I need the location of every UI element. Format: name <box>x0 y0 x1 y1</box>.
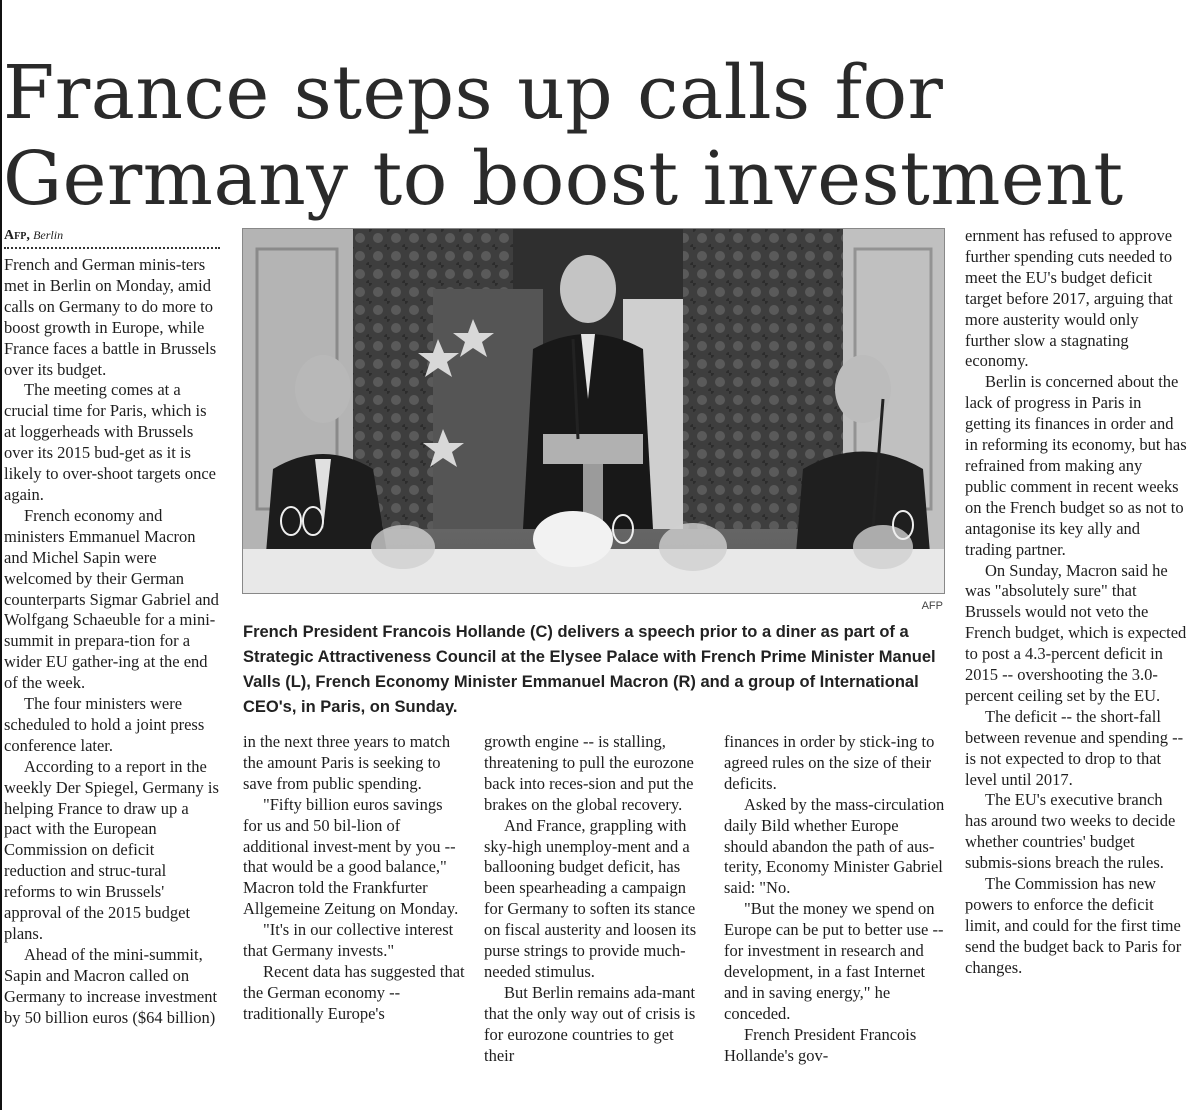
paragraph: ernment has refused to approve further spending cuts needed to meet the EU's budget deficit target before 2017, arguing that more austerity would only further slow a stagnating economy. <box>965 226 1173 371</box>
paragraph: Recent data has suggested that the German economy -- traditionally Europe's <box>243 961 465 1023</box>
column-5 <box>965 226 1187 979</box>
paragraph: French and German minis-ters met in Berlin on Monday, amid calls on Germany to do more to boost growth in Europe, while France faces a battle in Brussels over its budget. <box>4 255 217 379</box>
paragraph: French President Francois Hollande's gov- <box>724 1024 917 1065</box>
photo-illustration <box>243 229 944 593</box>
byline-agency: Afp, <box>4 228 30 243</box>
headline: France steps up calls for Germany to boost investment <box>3 50 1124 222</box>
paragraph: The four ministers were scheduled to hold a joint press conference later. <box>4 694 205 755</box>
paragraph: According to a report in the weekly Der Spiegel, Germany is helping France to draw up a pact with the European Commission on deficit reduction and struc-tural reforms to win Brussels' approval of the 2015 budget plans. <box>4 756 219 943</box>
photo-credit: AFP <box>921 600 943 612</box>
column-4 <box>724 732 946 1067</box>
column-2 <box>243 732 465 1025</box>
paragraph: finances in order by stick-ing to agreed rules on the size of their deficits. <box>724 732 935 793</box>
paragraph: "But the money we spend on Europe can be put to better use -- for investment in research and development, in a fast Internet and in saving energy," he conceded. <box>724 899 944 1023</box>
paragraph: But Berlin remains ada-mant that the only way out of crisis is for eurozone countries to get their <box>484 982 696 1065</box>
paragraph: Berlin is concerned about the lack of progress in Paris in getting its finances in order and in reforming its economy, but has refrained from making any public comment in recent weeks on the French budget so as not to antagonise its key ally and trading partner. <box>965 372 1187 559</box>
byline-divider <box>4 247 220 249</box>
photo-caption: French President Francois Hollande (C) delivers a speech prior to a diner as part of a Strategic Attractiveness Council at the Elysee Palace with French Prime Minister Manuel Valls (L), French Economy Minister Emmanuel Macron (R) and a group of International CEO's, in Paris, on Sunday. <box>243 623 936 716</box>
column-3 <box>484 732 706 1067</box>
column-1 <box>4 226 220 1029</box>
paragraph: The EU's executive branch has around two weeks to decide whether countries' budget submis-sions breach the rules. <box>965 790 1176 873</box>
paragraph: in the next three years to match the amount Paris is seeking to save from public spending. <box>243 732 451 793</box>
byline <box>4 226 220 245</box>
paragraph: French economy and ministers Emmanuel Macron and Michel Sapin were welcomed by their German counterparts Sigmar Gabriel and Wolfgang Schaeuble for a mini-summit in prepara-tion for a wider EU gather-ing at the end of the week. <box>4 505 219 693</box>
paragraph: And France, grappling with sky-high unemploy-ment and a ballooning budget deficit, has been spearheading a campaign for Germany to soften its stance on fiscal austerity and loosen its purse strings to provide much-needed stimulus. <box>484 815 697 981</box>
paragraph: Asked by the mass-circulation daily Bild whether Europe should abandon the path of aus-terity, Economy Minister Gabriel said: "No. <box>724 794 945 898</box>
page-left-rule <box>0 0 2 1110</box>
paragraph: "It's in our collective interest that Germany invests." <box>243 920 454 961</box>
byline-place: Berlin <box>33 228 64 242</box>
paragraph: growth engine -- is stalling, threatening to pull the eurozone back into reces-sion and put the brakes on the global recovery. <box>484 732 694 814</box>
paragraph: On Sunday, Macron said he was "absolutely sure" that Brussels would not veto the French budget, which is expected to post a 4.3-percent deficit in 2015 -- overshooting the 3.0-percent ceiling set by the EU. <box>965 560 1187 705</box>
article-photo <box>242 228 945 594</box>
paragraph: The deficit -- the short-fall between revenue and spending -- is not expected to drop to that level until 2017. <box>965 706 1184 789</box>
paragraph: The meeting comes at a crucial time for Paris, which is at loggerheads with Brussels over its 2015 bud-get as it is likely to over-shoot targets once again. <box>4 380 216 504</box>
paragraph: The Commission has new powers to enforce the deficit limit, and could for the first time send the budget back to Paris for changes. <box>965 874 1182 977</box>
paragraph: Ahead of the mini-summit, Sapin and Macron called on Germany to increase investment by 50 billion euros ($64 billion) <box>4 944 218 1027</box>
paragraph: "Fifty billion euros savings for us and 50 bil-lion of additional invest-ment by you -- that would be a good balance," Macron told the Frankfurter Allgemeine Zeitung on Monday. <box>243 794 459 919</box>
